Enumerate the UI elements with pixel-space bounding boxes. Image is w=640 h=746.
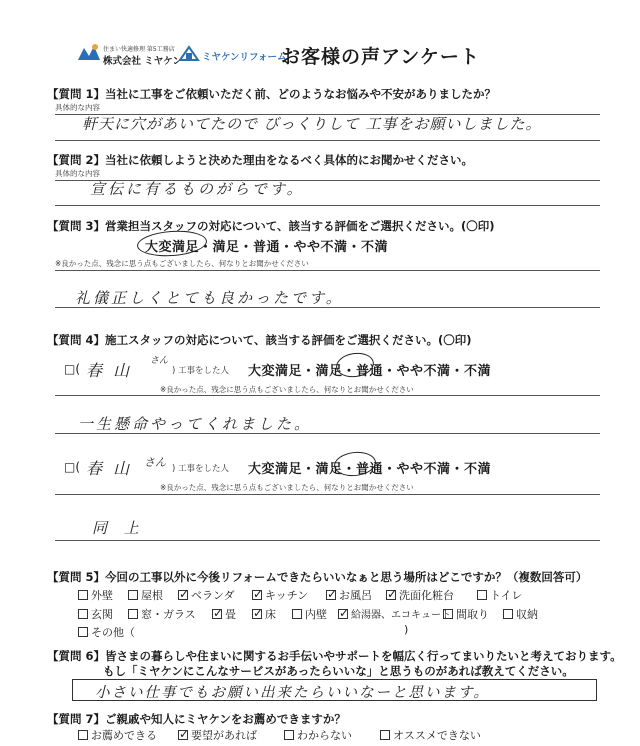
q3-title: 【質問 3】営業担当スタッフの対応について、該当する評価をご選択ください。(〇印) xyxy=(47,219,495,233)
q3-line-1 xyxy=(55,270,600,271)
q7-option-if-requested[interactable]: ✓ 要望があれば xyxy=(178,727,257,743)
checkbox-checked-icon xyxy=(178,730,188,740)
q4-staff-2-name[interactable]: 春 山 xyxy=(86,459,133,478)
q1-hint: 具体的な内容 xyxy=(55,103,100,112)
checkbox-icon xyxy=(477,590,487,600)
miyaken-logo-icon xyxy=(76,42,102,64)
q4-staff-2-prefix[interactable]: □( xyxy=(64,460,81,474)
checkbox-checked-icon xyxy=(326,590,336,600)
q3-answer[interactable]: 礼儀正しくとても良かったです。 xyxy=(75,289,344,307)
q1-line-1 xyxy=(55,114,600,115)
q4-staff-2-row xyxy=(64,454,584,484)
checkbox-icon xyxy=(443,609,453,619)
q3-note: ※良かった点、残念に思う点もございましたら、何なりとお聞かせください xyxy=(55,259,309,268)
q4-staff-1-line-1 xyxy=(55,395,600,396)
q4-title: 【質問 4】施工スタッフの対応について、該当する評価をご選択ください。(〇印) xyxy=(47,333,472,347)
q6-title: 【質問 6】皆さまの暮らしや住まいに関するお手伝いやサポートを幅広く行ってまいりたいと考えております。 xyxy=(47,649,622,663)
q5-option-exterior-wall[interactable]: 外壁 xyxy=(78,587,113,603)
q2-hint: 具体的な内容 xyxy=(55,169,100,178)
q2-line-1 xyxy=(55,180,600,181)
checkbox-checked-icon xyxy=(252,590,262,600)
q4-staff-2-line-2 xyxy=(55,540,600,541)
q7-option-unsure[interactable]: わからない xyxy=(284,727,352,743)
q4-staff-1-prefix[interactable]: □( xyxy=(64,362,81,376)
q5-title: 【質問 5】今回の工事以外に今後リフォームできたらいいなぁと思う場所はどこですか？（複数回答可） xyxy=(47,570,588,584)
q4-staff-1-row xyxy=(64,356,584,386)
checkbox-checked-icon xyxy=(252,609,262,619)
q1-answer[interactable]: 軒天に穴があいてたので びっくりして 工事をお願いしました。 xyxy=(82,115,542,133)
q4-staff-2-note: ※良かった点、残念に思う点もございましたら、何なりとお聞かせください xyxy=(160,483,414,492)
q5-option-roof[interactable]: 屋根 xyxy=(128,587,163,603)
header xyxy=(0,0,640,80)
page-title: お客様の声アンケート xyxy=(281,46,480,68)
q1-title: 【質問 1】当社に工事をご依頼いただく前、どのようなお悩みや不安がありましたか？ xyxy=(47,87,497,101)
q2-line-2 xyxy=(55,205,600,206)
q5-option-other[interactable]: その他（ xyxy=(78,624,135,640)
q5-option-floor[interactable]: ✓ 床 xyxy=(252,606,276,622)
q4-staff-2-label: ) 工事をした人 xyxy=(172,464,230,474)
checkbox-checked-icon xyxy=(386,590,396,600)
q4-staff-1-label: ) 工事をした人 xyxy=(172,366,230,376)
company-tagline: 住まい快適修理 第5工務店 xyxy=(103,46,175,53)
checkbox-icon xyxy=(380,730,390,740)
q5-option-interior-wall[interactable]: 内壁 xyxy=(292,606,327,622)
q4-staff-2-suffix: さん xyxy=(144,456,166,469)
q5-option-layout[interactable]: 間取り xyxy=(443,606,489,622)
q3-rating[interactable]: 大変満足・満足・普通・やや不満・不満 xyxy=(145,240,389,255)
q5-option-storage[interactable]: 収納 xyxy=(503,606,538,622)
q5-option-toilet[interactable]: トイレ xyxy=(477,587,522,603)
checkbox-icon xyxy=(78,730,88,740)
q7-option-recommend[interactable]: お薦めできる xyxy=(78,727,157,743)
q6-answer: 小さい仕事でもお願い出来たらいいなーと思います。 xyxy=(95,685,490,701)
checkbox-icon xyxy=(128,609,138,619)
q5-option-entrance[interactable]: 玄関 xyxy=(78,606,113,622)
q4-staff-1-line-2 xyxy=(55,433,600,434)
reform-name: ミヤケンリフォーム xyxy=(202,52,287,63)
checkbox-icon xyxy=(78,627,88,637)
q4-staff-2-rating[interactable]: 大変満足・満足・普通・やや不満・不満 xyxy=(248,462,492,477)
q5-other-close: ) xyxy=(404,623,409,636)
q7-option-not-recommend[interactable]: オススメできない xyxy=(380,727,481,743)
q5-option-veranda[interactable]: ✓ ベランダ xyxy=(178,587,235,603)
company-name: 株式会社 ミヤケン xyxy=(103,56,182,67)
q2-answer[interactable]: 宣伝に有るものがらです。 xyxy=(90,180,305,198)
q5-option-window[interactable]: 窓・ガラス xyxy=(128,606,196,622)
q5-option-water-heater[interactable]: ✓ 給湯器、エコキュート xyxy=(338,606,451,621)
q5-option-bath[interactable]: ✓ お風呂 xyxy=(326,587,372,603)
q7-title: 【質問 7】ご親戚や知人にミヤケンをお薦めできますか？ xyxy=(47,712,346,726)
q4-staff-1-name[interactable]: 春 山 xyxy=(86,361,133,380)
q4-staff-1-rating[interactable]: 大変満足・満足・普通・やや不満・不満 xyxy=(248,364,492,379)
q4-staff-1-answer[interactable]: 一生懸命やってくれました。 xyxy=(78,415,313,433)
checkbox-icon xyxy=(284,730,294,740)
checkbox-checked-icon xyxy=(178,590,188,600)
q5-option-tatami[interactable]: ✓ 畳 xyxy=(212,606,236,622)
q5-option-kitchen[interactable]: ✓ キッチン xyxy=(252,587,308,603)
reform-logo-icon xyxy=(178,44,200,62)
q2-title: 【質問 2】当社に依頼しようと決めた理由をなるべく具体的にお聞かせください。 xyxy=(47,153,474,167)
checkbox-icon xyxy=(292,609,302,619)
checkbox-checked-icon xyxy=(338,609,348,619)
q4-staff-1-suffix: さん xyxy=(150,356,169,366)
q4-staff-2-line-1 xyxy=(55,494,600,495)
checkbox-icon xyxy=(503,609,513,619)
checkbox-icon xyxy=(78,590,88,600)
checkbox-icon xyxy=(128,590,138,600)
q6-answer-box[interactable] xyxy=(72,679,597,701)
checkbox-checked-icon xyxy=(212,609,222,619)
q4-staff-1-note: ※良かった点、残念に思う点もございましたら、何なりとお聞かせください xyxy=(160,385,414,394)
q3-line-2 xyxy=(55,307,600,308)
q6-title-2: もし「ミヤケンにこんなサービスがあったらいいな」と思うものがあれば教えてください。 xyxy=(103,664,574,678)
q1-line-2 xyxy=(55,140,600,141)
checkbox-icon xyxy=(78,609,88,619)
q5-option-washstand[interactable]: ✓ 洗面化粧台 xyxy=(386,587,454,603)
q4-staff-2-answer[interactable]: 同 上 xyxy=(92,519,145,537)
